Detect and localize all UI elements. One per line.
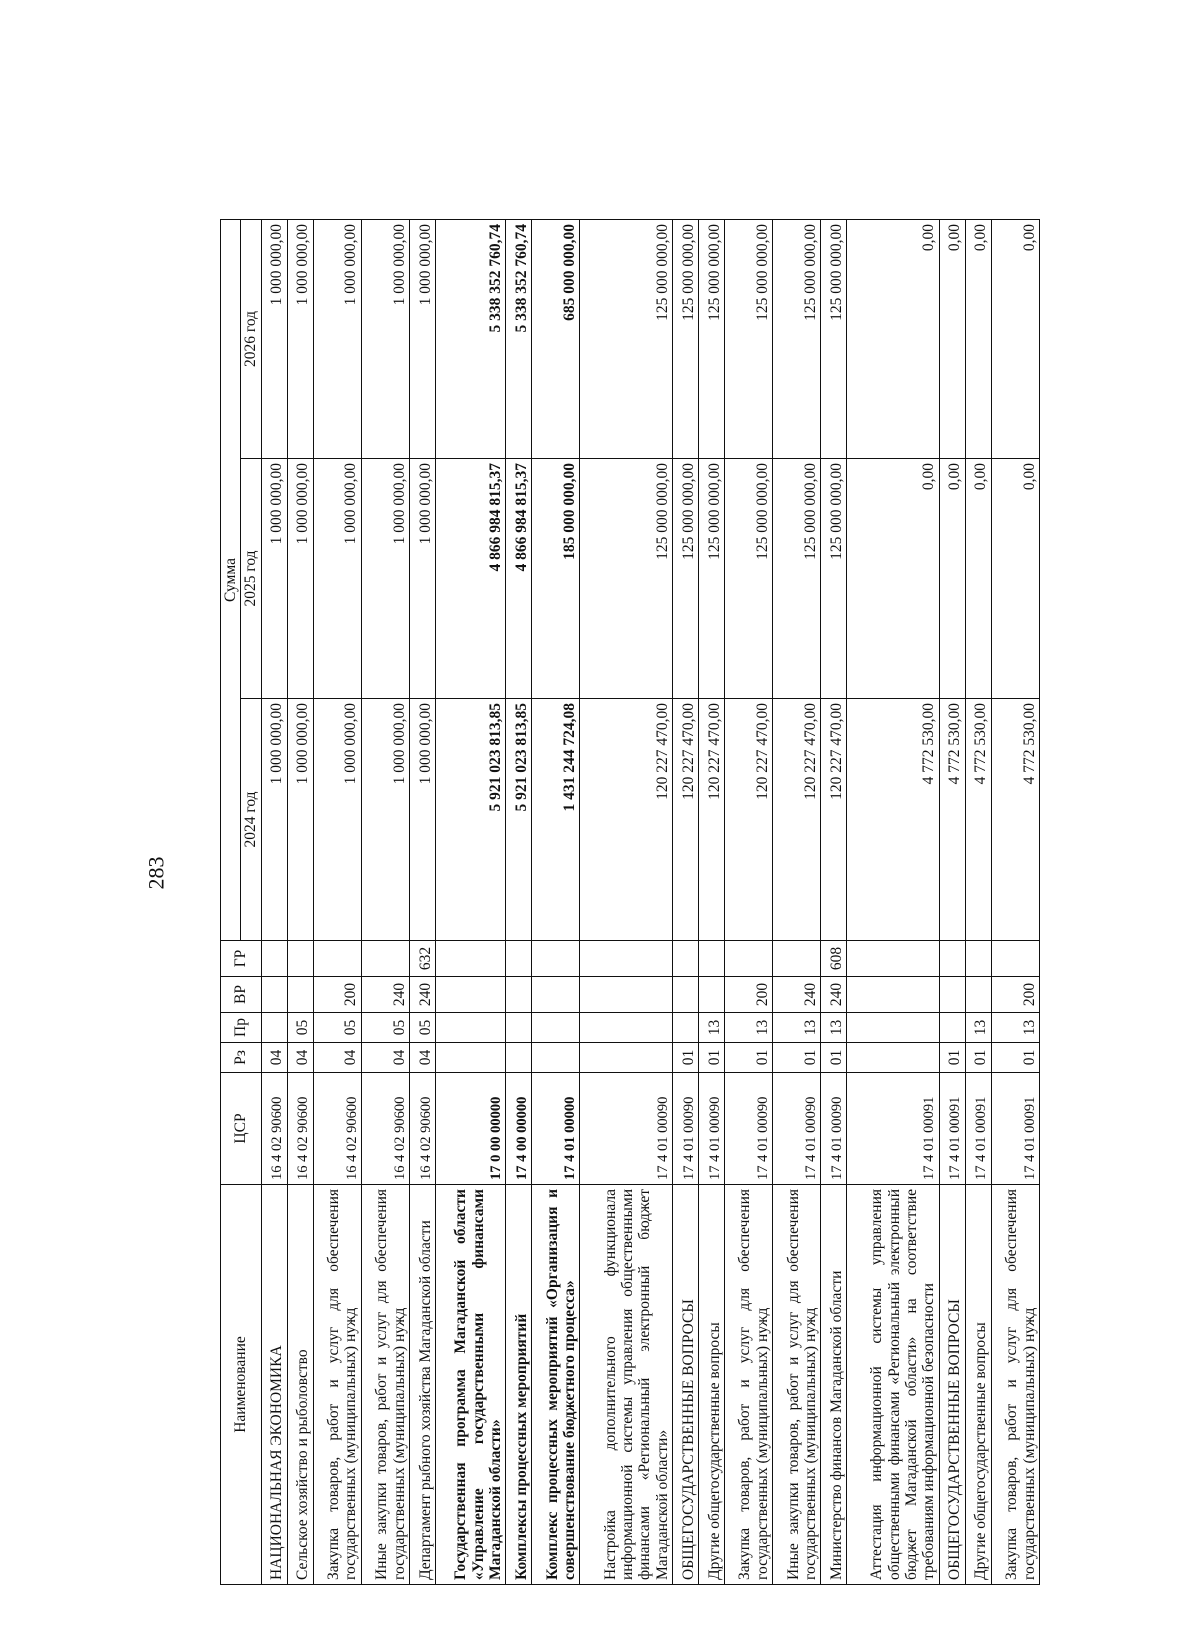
cell-name: НАЦИОНАЛЬНАЯ ЭКОНОМИКА: [261, 1185, 287, 1585]
cell-2025: 1 000 000,00: [261, 459, 287, 699]
cell-2024: 4 772 530,00: [965, 699, 991, 941]
cell-name: Министерство финансов Магаданской области: [821, 1185, 847, 1585]
header-2024: 2024 год: [241, 699, 261, 941]
cell-csr: 17 4 01 00090: [724, 1073, 772, 1185]
cell-name: Закупка товаров, работ и услуг для обеспечения государственных (муниципальных) нужд: [313, 1185, 361, 1585]
cell-2024: 4 772 530,00: [847, 699, 939, 941]
cell-rz: [580, 1043, 672, 1073]
cell-csr: 17 4 01 00091: [847, 1073, 939, 1185]
cell-name: Закупка товаров, работ и услуг для обеспечения государственных (муниципальных) нужд: [724, 1185, 772, 1585]
cell-2024: 4 772 530,00: [939, 699, 965, 941]
table-row: [821, 219, 847, 1584]
cell-pr: 13: [821, 1013, 847, 1043]
cell-vr: 240: [821, 977, 847, 1013]
cell-gr: [847, 941, 939, 977]
table-row: [313, 219, 361, 1584]
cell-pr: 13: [773, 1013, 821, 1043]
cell-rz: 01: [965, 1043, 991, 1073]
cell-pr: [580, 1013, 672, 1043]
table-body: [261, 219, 1039, 1584]
cell-2025: 4 866 984 815,37: [435, 459, 505, 699]
table-row: [361, 219, 409, 1584]
cell-2024: 1 000 000,00: [261, 699, 287, 941]
cell-2025: 0,00: [847, 459, 939, 699]
cell-2025: 1 000 000,00: [287, 459, 313, 699]
cell-2026: 125 000 000,00: [672, 219, 698, 458]
cell-vr: [261, 977, 287, 1013]
header-sum: Сумма: [221, 219, 241, 940]
cell-2024: 1 431 244 724,08: [532, 699, 580, 941]
cell-2024: 1 000 000,00: [313, 699, 361, 941]
cell-vr: [580, 977, 672, 1013]
cell-name: Сельское хозяйство и рыболовство: [287, 1185, 313, 1585]
cell-2026: 0,00: [939, 219, 965, 458]
cell-2024: 120 227 470,00: [773, 699, 821, 941]
cell-2026: 125 000 000,00: [698, 219, 724, 458]
cell-name: Департамент рыбного хозяйства Магаданской области: [410, 1185, 436, 1585]
cell-vr: 240: [361, 977, 409, 1013]
cell-2026: 1 000 000,00: [410, 219, 436, 458]
cell-2024: 5 921 023 813,85: [506, 699, 532, 941]
cell-vr: [532, 977, 580, 1013]
table-row: [724, 219, 772, 1584]
header-gr: ГР: [221, 941, 262, 977]
cell-csr: 17 4 01 00091: [991, 1073, 1039, 1185]
cell-rz: 04: [261, 1043, 287, 1073]
cell-2024: 5 921 023 813,85: [435, 699, 505, 941]
cell-2026: 125 000 000,00: [580, 219, 672, 458]
cell-rz: 01: [991, 1043, 1039, 1073]
cell-name: Настройка дополнительного функционала информационной системы управления общественными финансами «Региональный электронный бюджет Магаданской области»: [580, 1185, 672, 1585]
cell-2026: 0,00: [965, 219, 991, 458]
cell-csr: 16 4 02 90600: [261, 1073, 287, 1185]
cell-vr: [698, 977, 724, 1013]
table-row: [261, 219, 287, 1584]
header-vr: ВР: [221, 977, 262, 1013]
cell-rz: [847, 1043, 939, 1073]
rotated-table-container: [220, 220, 1040, 1585]
cell-name: Иные закупки товаров, работ и услуг для обеспечения государственных (муниципальных) нужд: [773, 1185, 821, 1585]
cell-2026: 125 000 000,00: [821, 219, 847, 458]
cell-vr: [965, 977, 991, 1013]
cell-rz: [435, 1043, 505, 1073]
cell-2025: 125 000 000,00: [698, 459, 724, 699]
cell-pr: [506, 1013, 532, 1043]
cell-gr: 632: [410, 941, 436, 977]
table-row: [939, 219, 965, 1584]
table-row: [698, 219, 724, 1584]
table-row: [773, 219, 821, 1584]
cell-csr: 17 4 01 00090: [698, 1073, 724, 1185]
cell-gr: [313, 941, 361, 977]
cell-vr: 240: [410, 977, 436, 1013]
cell-gr: [991, 941, 1039, 977]
cell-csr: 17 4 01 00090: [672, 1073, 698, 1185]
table-row: [506, 219, 532, 1584]
cell-csr: 17 4 01 00090: [821, 1073, 847, 1185]
cell-vr: [672, 977, 698, 1013]
header-row-1: [221, 219, 241, 1584]
cell-pr: 05: [410, 1013, 436, 1043]
cell-csr: 16 4 02 90600: [287, 1073, 313, 1185]
cell-pr: 13: [991, 1013, 1039, 1043]
cell-2025: 125 000 000,00: [821, 459, 847, 699]
page-number: 283: [143, 856, 169, 890]
cell-pr: 05: [361, 1013, 409, 1043]
cell-2025: 0,00: [939, 459, 965, 699]
cell-vr: 200: [991, 977, 1039, 1013]
cell-name: Аттестация информационной системы управления общественными финансами «Региональный электронный бюджет Магаданской области» на соответствие требованиям информационной безопасности: [847, 1185, 939, 1585]
cell-gr: [724, 941, 772, 977]
cell-2026: 125 000 000,00: [773, 219, 821, 458]
cell-gr: 608: [821, 941, 847, 977]
table-row: [287, 219, 313, 1584]
cell-2025: 0,00: [965, 459, 991, 699]
cell-rz: 01: [698, 1043, 724, 1073]
cell-pr: 13: [724, 1013, 772, 1043]
cell-gr: [435, 941, 505, 977]
cell-gr: [672, 941, 698, 977]
cell-2025: 185 000 000,00: [532, 459, 580, 699]
cell-csr: 17 4 01 00091: [939, 1073, 965, 1185]
cell-rz: 04: [361, 1043, 409, 1073]
cell-pr: [672, 1013, 698, 1043]
cell-2024: 4 772 530,00: [991, 699, 1039, 941]
cell-gr: [506, 941, 532, 977]
cell-vr: [939, 977, 965, 1013]
table-row: [532, 219, 580, 1584]
cell-2025: 1 000 000,00: [361, 459, 409, 699]
table-row: [435, 219, 505, 1584]
cell-csr: 17 4 01 00091: [965, 1073, 991, 1185]
cell-csr: 16 4 02 90600: [313, 1073, 361, 1185]
cell-pr: 05: [287, 1013, 313, 1043]
cell-gr: [939, 941, 965, 977]
cell-pr: 13: [698, 1013, 724, 1043]
cell-rz: [506, 1043, 532, 1073]
cell-name: Комплекс процессных мероприятий «Организация и совершенствование бюджетного процесса»: [532, 1185, 580, 1585]
cell-gr: [965, 941, 991, 977]
cell-name: Государственная программа Магаданской области «Управление государственными финансами Магаданской области»: [435, 1185, 505, 1585]
cell-name: Комплексы процессных мероприятий: [506, 1185, 532, 1585]
cell-2024: 1 000 000,00: [287, 699, 313, 941]
cell-2026: 685 000 000,00: [532, 219, 580, 458]
cell-csr: 17 0 00 00000: [435, 1073, 505, 1185]
cell-2026: 125 000 000,00: [724, 219, 772, 458]
cell-gr: [698, 941, 724, 977]
cell-name: Иные закупки товаров, работ и услуг для обеспечения государственных (муниципальных) нужд: [361, 1185, 409, 1585]
header-2025: 2025 год: [241, 459, 261, 699]
cell-vr: 240: [773, 977, 821, 1013]
table-row: [965, 219, 991, 1584]
cell-gr: [773, 941, 821, 977]
cell-2024: 1 000 000,00: [410, 699, 436, 941]
cell-rz: 01: [672, 1043, 698, 1073]
cell-2025: 125 000 000,00: [724, 459, 772, 699]
cell-2026: 5 338 352 760,74: [435, 219, 505, 458]
table-row: [847, 219, 939, 1584]
cell-rz: 01: [724, 1043, 772, 1073]
cell-2026: 1 000 000,00: [361, 219, 409, 458]
cell-pr: [939, 1013, 965, 1043]
cell-vr: [435, 977, 505, 1013]
cell-rz: 01: [821, 1043, 847, 1073]
cell-2026: 5 338 352 760,74: [506, 219, 532, 458]
cell-rz: 01: [773, 1043, 821, 1073]
budget-table: [220, 219, 1040, 1585]
table-row: [410, 219, 436, 1584]
header-pr: Пр: [221, 1013, 262, 1043]
cell-csr: 17 4 01 00090: [580, 1073, 672, 1185]
cell-name: Другие общегосударственные вопросы: [698, 1185, 724, 1585]
cell-pr: 05: [313, 1013, 361, 1043]
cell-gr: [361, 941, 409, 977]
cell-name: ОБЩЕГОСУДАРСТВЕННЫЕ ВОПРОСЫ: [939, 1185, 965, 1585]
cell-pr: [532, 1013, 580, 1043]
header-2026: 2026 год: [241, 219, 261, 458]
cell-csr: 16 4 02 90600: [410, 1073, 436, 1185]
cell-rz: [532, 1043, 580, 1073]
cell-csr: 16 4 02 90600: [361, 1073, 409, 1185]
cell-csr: 17 4 01 00090: [773, 1073, 821, 1185]
cell-2024: 120 227 470,00: [672, 699, 698, 941]
cell-csr: 17 4 00 00000: [506, 1073, 532, 1185]
cell-2026: 1 000 000,00: [313, 219, 361, 458]
cell-2024: 120 227 470,00: [821, 699, 847, 941]
cell-rz: 01: [939, 1043, 965, 1073]
cell-2024: 120 227 470,00: [724, 699, 772, 941]
table-row: [991, 219, 1039, 1584]
cell-gr: [580, 941, 672, 977]
cell-pr: [261, 1013, 287, 1043]
cell-2026: 1 000 000,00: [287, 219, 313, 458]
cell-vr: 200: [724, 977, 772, 1013]
cell-gr: [261, 941, 287, 977]
cell-2025: 125 000 000,00: [672, 459, 698, 699]
cell-2026: 0,00: [847, 219, 939, 458]
cell-csr: 17 4 01 00000: [532, 1073, 580, 1185]
cell-pr: [435, 1013, 505, 1043]
cell-pr: [847, 1013, 939, 1043]
cell-name: Другие общегосударственные вопросы: [965, 1185, 991, 1585]
header-csr: ЦСР: [221, 1073, 262, 1185]
cell-2024: 1 000 000,00: [361, 699, 409, 941]
cell-vr: [847, 977, 939, 1013]
cell-2025: 1 000 000,00: [313, 459, 361, 699]
cell-2026: 1 000 000,00: [261, 219, 287, 458]
cell-rz: 04: [313, 1043, 361, 1073]
cell-gr: [287, 941, 313, 977]
cell-2025: 0,00: [991, 459, 1039, 699]
cell-vr: [506, 977, 532, 1013]
cell-pr: 13: [965, 1013, 991, 1043]
cell-gr: [532, 941, 580, 977]
cell-2025: 1 000 000,00: [410, 459, 436, 699]
cell-2025: 4 866 984 815,37: [506, 459, 532, 699]
cell-2025: 125 000 000,00: [773, 459, 821, 699]
cell-2024: 120 227 470,00: [698, 699, 724, 941]
cell-2026: 0,00: [991, 219, 1039, 458]
cell-name: Закупка товаров, работ и услуг для обеспечения государственных (муниципальных) нужд: [991, 1185, 1039, 1585]
cell-2025: 125 000 000,00: [580, 459, 672, 699]
cell-rz: 04: [287, 1043, 313, 1073]
header-rz: Рз: [221, 1043, 262, 1073]
table-row: [580, 219, 672, 1584]
table-row: [672, 219, 698, 1584]
cell-rz: 04: [410, 1043, 436, 1073]
header-name: Наименование: [221, 1185, 262, 1585]
cell-2024: 120 227 470,00: [580, 699, 672, 941]
cell-vr: 200: [313, 977, 361, 1013]
cell-vr: [287, 977, 313, 1013]
cell-name: ОБЩЕГОСУДАРСТВЕННЫЕ ВОПРОСЫ: [672, 1185, 698, 1585]
